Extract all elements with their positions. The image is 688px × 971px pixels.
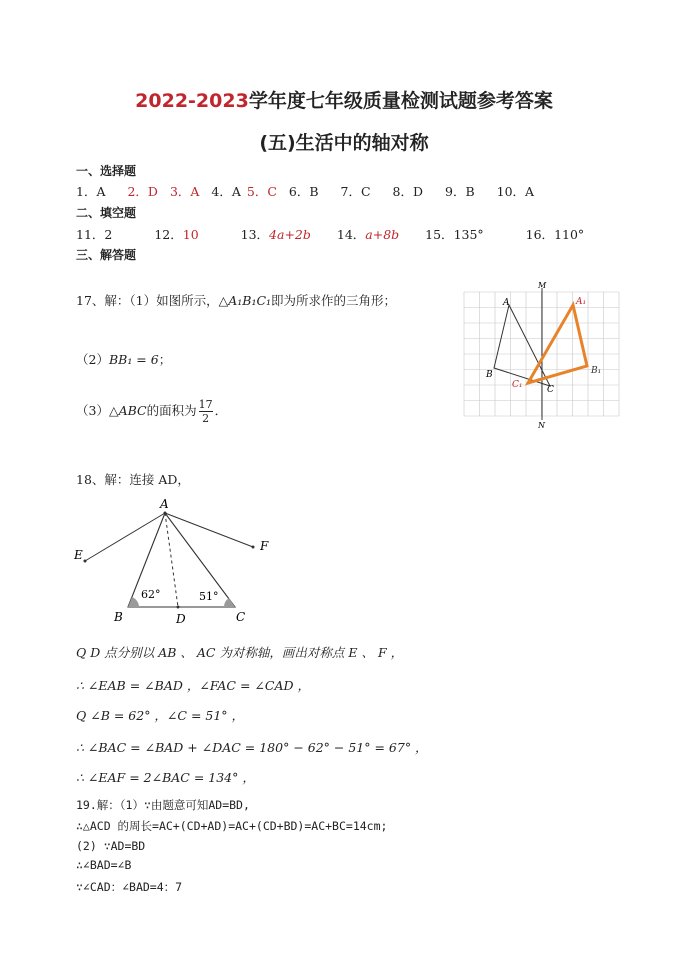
fill-answer: 2 <box>104 227 113 242</box>
q18-line: ∴ ∠EAF = 2∠BAC = 134° ， <box>76 770 255 785</box>
q19-line: (2) ∵AD=BD <box>76 839 146 853</box>
label-a: A <box>503 298 510 308</box>
label-e: E <box>74 548 83 562</box>
fill-answer: 135° <box>453 227 484 242</box>
fill-answer: a+8b <box>365 227 400 242</box>
fill-answer: 4a+2b <box>269 227 311 242</box>
label-angle-b: 62° <box>141 588 161 601</box>
fill-num: 13． <box>240 227 270 242</box>
choice-answers-row <box>76 182 534 200</box>
label-c1: C₁ <box>512 380 523 390</box>
q19-line: ∵∠CAD：∠BAD=4：7 <box>76 880 183 894</box>
q18-figure <box>70 493 280 628</box>
label-d: D <box>176 612 186 626</box>
label-m: M <box>538 281 547 290</box>
title-year: 2022-2023 <box>135 90 249 112</box>
choice-answer: 6．B <box>288 184 319 199</box>
choice-answer: 7．C <box>340 184 371 199</box>
fill-num: 12． <box>154 227 183 242</box>
fill-answer: 110° <box>554 227 585 242</box>
fill-num: 15． <box>425 227 454 242</box>
choice-answer: 8．D <box>392 184 424 199</box>
q18-line: ∴ ∠BAC = ∠BAD + ∠DAC = 180° − 62° − 51° = 67° ， <box>76 740 428 755</box>
label-n: N <box>538 421 545 430</box>
label-a: A <box>160 497 169 511</box>
fill-num: 16． <box>525 227 555 242</box>
q17-line3: （3）△ABC的面积为 $\frac{17}{2}$ ． <box>76 398 228 425</box>
choice-answer: 3．A <box>169 184 200 199</box>
label-c: C <box>236 610 246 624</box>
choice-answer: 10．A <box>496 184 535 199</box>
q19-line: ∴∠BAD=∠B <box>76 858 132 872</box>
choice-answer: 2．D <box>127 184 158 199</box>
q19-line: 19.解：（1）∵由题意可知AD=BD, <box>76 798 250 812</box>
fill-num: 14． <box>336 227 366 242</box>
section-choice-heading: 一、选择题 <box>76 164 137 178</box>
label-f: F <box>260 539 269 553</box>
choice-answer: 5．C <box>246 184 277 199</box>
angle-c-mark <box>224 598 235 607</box>
page-subtitle: (五)生活中的轴对称 <box>259 132 429 154</box>
q17-line1: 17、解：（1）如图所示，△A₁B₁C₁即为所求作的三角形； <box>76 293 397 308</box>
label-c: C <box>547 385 554 395</box>
section-fill-heading: 二、填空题 <box>76 206 137 220</box>
q18-line: Q D 点分别以 AB 、 AC 为对称轴，画出对称点 E 、 F ， <box>76 645 404 660</box>
triangle-a1b1c1 <box>528 305 587 383</box>
choice-answer: 4．A <box>211 184 241 199</box>
label-a1: A₁ <box>576 297 587 307</box>
section-solve-heading: 三、解答题 <box>76 248 137 262</box>
q17-grid-figure <box>462 280 622 430</box>
choice-answer: 9．B <box>445 184 475 199</box>
label-b: B <box>486 370 493 380</box>
label-b1: B₁ <box>591 366 602 376</box>
q18-line: Q ∠B = 62° ，∠C = 51° ， <box>76 708 245 723</box>
fill-answers-row <box>76 225 584 243</box>
area-fraction: $\frac{17}{2}$ <box>198 398 213 425</box>
q19-line: ∴△ACD 的周长=AC+(CD+AD)=AC+(CD+BD)=AC+BC=14cm; <box>76 819 388 833</box>
page-title <box>0 86 688 113</box>
choice-answer: 1．A <box>76 184 106 199</box>
title-text: 学年度七年级质量检测试题参考答案 <box>248 90 553 112</box>
fill-num: 11． <box>76 227 105 242</box>
q18-intro: 18、解：连接 AD， <box>76 472 190 487</box>
q18-line: ∴ ∠EAB = ∠BAD ，∠FAC = ∠CAD ， <box>76 678 310 693</box>
q17-line2: （2）BB₁ = 6； <box>76 352 172 367</box>
label-angle-c: 51° <box>199 590 219 603</box>
fill-answer: 10 <box>182 227 199 242</box>
label-b: B <box>114 610 123 624</box>
